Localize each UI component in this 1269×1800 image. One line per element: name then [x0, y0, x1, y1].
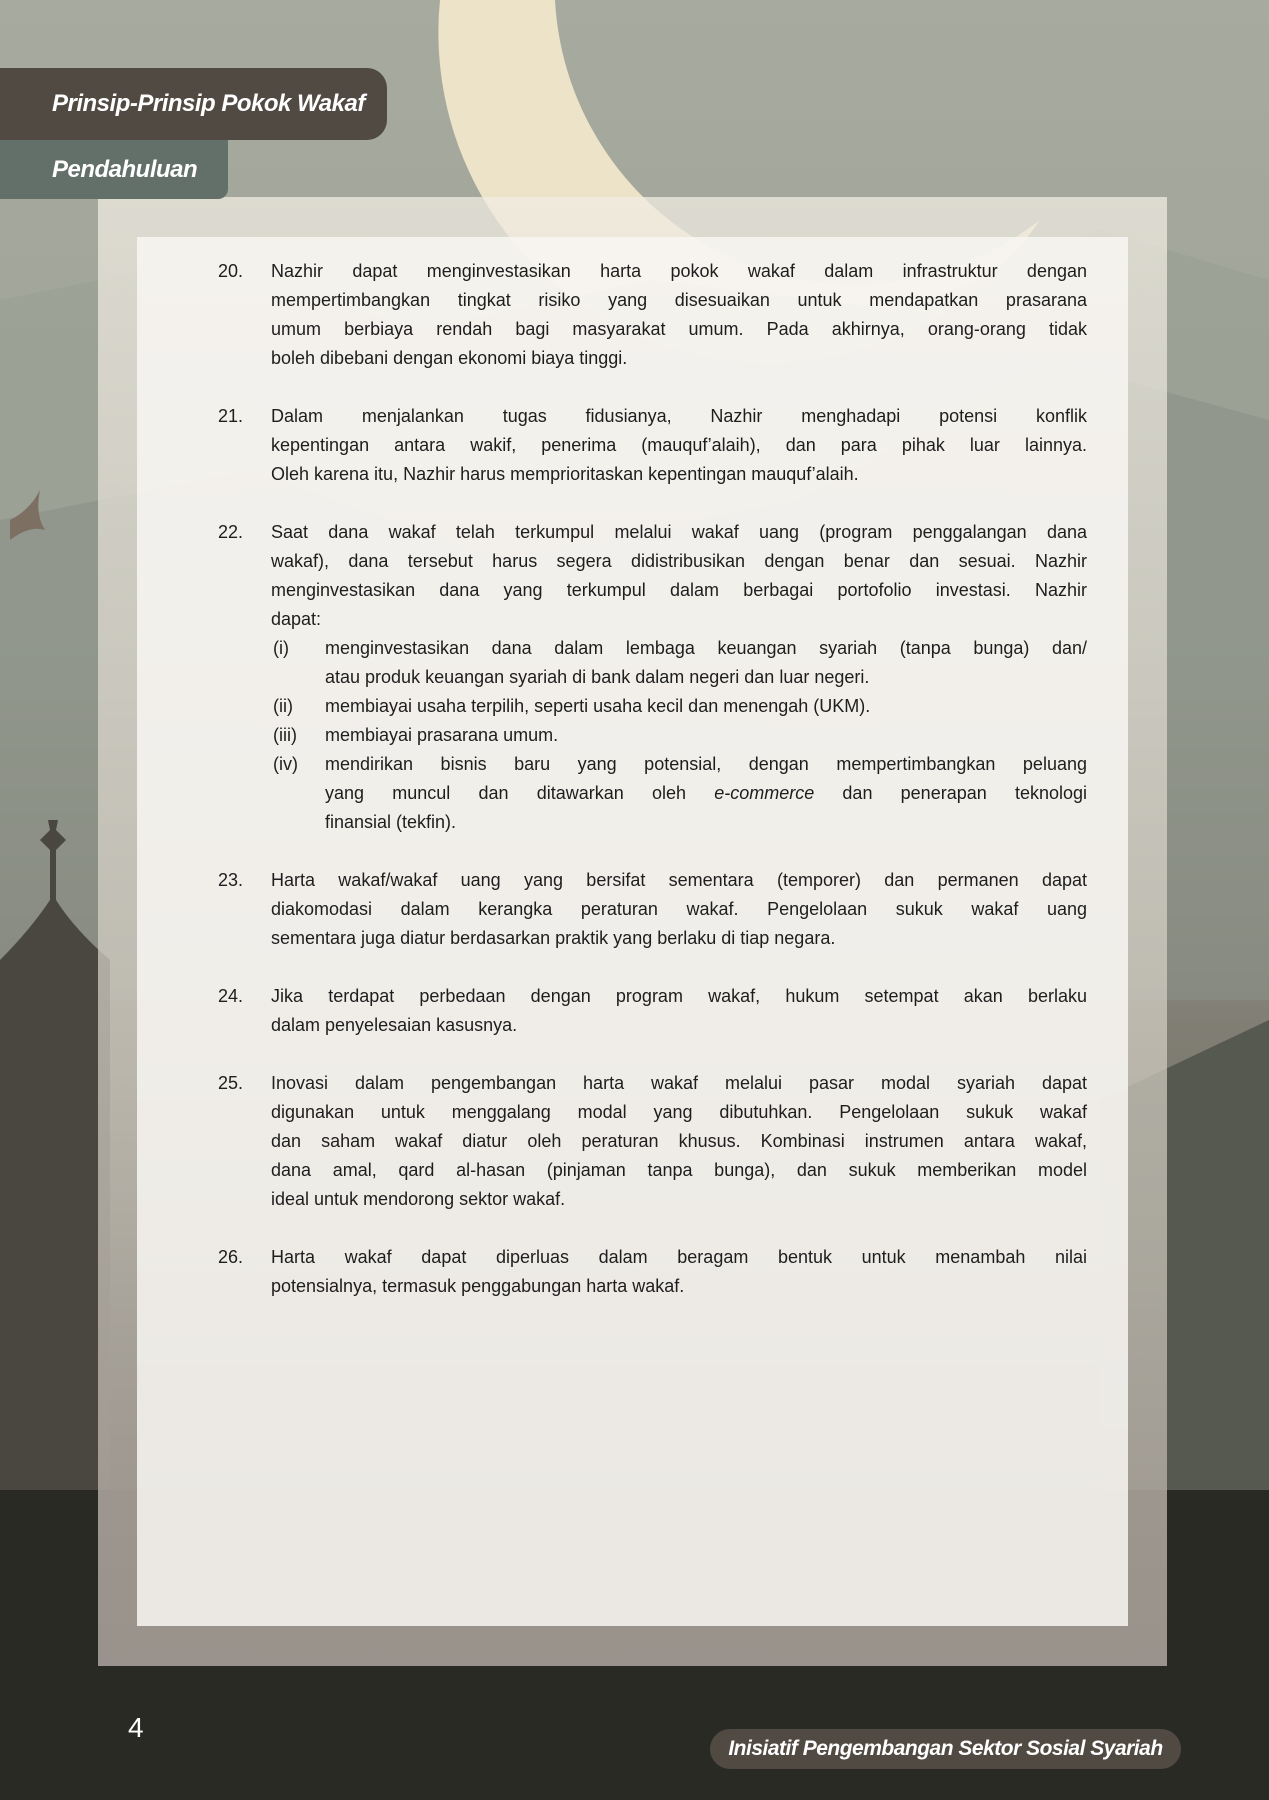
text-line: potensialnya, termasuk penggabungan harta wakaf. — [271, 1276, 685, 1296]
text-line: menginvestasikan dana yang terkumpul dalam berbagai portofolio investasi. Nazhir — [271, 580, 1087, 600]
item-number: 22. — [218, 522, 244, 542]
list-item — [0, 1069, 1269, 1214]
text-line: mempertimbangkan tingkat risiko yang disesuaikan untuk mendapatkan prasarana — [271, 290, 1087, 310]
list-item — [0, 518, 1269, 837]
item-number: 24. — [218, 986, 244, 1006]
text-line: atau produk keuangan syariah di bank dalam negeri dan luar negeri. — [325, 667, 870, 687]
item-text — [271, 982, 1087, 1040]
list-item — [0, 982, 1269, 1040]
text-line: menginvestasikan dana dalam lembaga keuangan syariah (tanpa bunga) dan/ — [325, 638, 1087, 658]
text-line: ideal untuk mendorong sektor wakaf. — [271, 1189, 566, 1209]
item-number: 25. — [218, 1073, 244, 1093]
page-number: 4 — [128, 1712, 144, 1743]
chapter-tab — [0, 68, 387, 140]
text-line: wakaf), dana tersebut harus segera didistribusikan dengan benar dan sesuai. Nazhir — [271, 551, 1087, 571]
sub-item — [0, 721, 1269, 750]
item-text — [271, 402, 1087, 489]
text-line: Jika terdapat perbedaan dengan program wakaf, hukum setempat akan berlaku — [271, 986, 1087, 1006]
list-item — [0, 866, 1269, 953]
text-line: Harta wakaf dapat diperluas dalam beragam bentuk untuk menambah nilai — [271, 1247, 1087, 1267]
text-line: dapat: — [271, 609, 322, 629]
section-title: Pendahuluan — [52, 156, 198, 183]
text-line: Inovasi dalam pengembangan harta wakaf melalui pasar modal syariah dapat — [271, 1073, 1087, 1093]
item-text — [271, 866, 1087, 953]
sub-item — [0, 750, 1269, 837]
item-text — [271, 518, 1087, 634]
text-line: mendirikan bisnis baru yang potensial, dengan mempertimbangkan peluang — [325, 754, 1087, 774]
text-line: digunakan untuk menggalang modal yang dibutuhkan. Pengelolaan sukuk wakaf — [271, 1102, 1087, 1122]
text-line: Saat dana wakaf telah terkumpul melalui wakaf uang (program penggalangan dana — [271, 522, 1087, 542]
section-tab — [0, 140, 228, 199]
list-item — [0, 1243, 1269, 1301]
sub-item-text — [325, 692, 1087, 721]
text-line: umum berbiaya rendah bagi masyarakat umum. Pada akhirnya, orang-orang tidak — [271, 319, 1087, 339]
sub-item-text — [325, 721, 1087, 750]
italic-term: e-commerce — [714, 783, 815, 803]
numbered-list — [0, 257, 1269, 1330]
text-line: Dalam menjalankan tugas fidusianya, Nazhir menghadapi potensi konflik — [271, 406, 1087, 426]
sub-item-label: (ii) — [273, 696, 293, 716]
text-line: dalam penyelesaian kasusnya. — [271, 1015, 518, 1035]
text-line: kepentingan antara wakif, penerima (mauquf’alaih), dan para pihak luar lainnya. — [271, 435, 1087, 455]
chapter-title: Prinsip-Prinsip Pokok Wakaf — [52, 90, 365, 117]
text-line: diakomodasi dalam kerangka peraturan wakaf. Pengelolaan sukuk wakaf uang — [271, 899, 1087, 919]
text-line: dana amal, qard al-hasan (pinjaman tanpa bunga), dan sukuk memberikan model — [271, 1160, 1087, 1180]
publication-title-badge: Inisiatif Pengembangan Sektor Sosial Syariah — [710, 1729, 1181, 1769]
item-text — [271, 1069, 1087, 1214]
sub-item-text — [325, 750, 1087, 837]
list-item — [0, 402, 1269, 489]
text-line: membiayai usaha terpilih, seperti usaha kecil dan menengah (UKM). — [325, 696, 871, 716]
sub-item-label: (iv) — [273, 754, 298, 774]
text-line: Nazhir dapat menginvestasikan harta pokok wakaf dalam infrastruktur dengan — [271, 261, 1087, 281]
item-text — [271, 257, 1087, 373]
text-line: sementara juga diatur berdasarkan praktik yang berlaku di tiap negara. — [271, 928, 836, 948]
text-line: Oleh karena itu, Nazhir harus memprioritaskan kepentingan mauquf’alaih. — [271, 464, 859, 484]
item-number: 23. — [218, 870, 244, 890]
sub-item-text — [325, 634, 1087, 692]
item-number: 26. — [218, 1247, 244, 1267]
sub-item — [0, 634, 1269, 692]
text-line: Harta wakaf/wakaf uang yang bersifat sementara (temporer) dan permanen dapat — [271, 870, 1087, 890]
sub-item — [0, 692, 1269, 721]
list-item — [0, 257, 1269, 373]
item-text — [271, 1243, 1087, 1301]
text-line: boleh dibebani dengan ekonomi biaya tinggi. — [271, 348, 628, 368]
text-line: dan saham wakaf diatur oleh peraturan khusus. Kombinasi instrumen antara wakaf, — [271, 1131, 1087, 1151]
item-number: 20. — [218, 261, 244, 281]
sub-item-label: (i) — [273, 638, 289, 658]
text-line: yang muncul dan ditawarkan oleh e-commerce dan penerapan teknologi — [325, 783, 1087, 803]
text-line: membiayai prasarana umum. — [325, 725, 559, 745]
text-line: finansial (tekfin). — [325, 812, 457, 832]
item-number: 21. — [218, 406, 244, 426]
sub-item-label: (iii) — [273, 725, 297, 745]
